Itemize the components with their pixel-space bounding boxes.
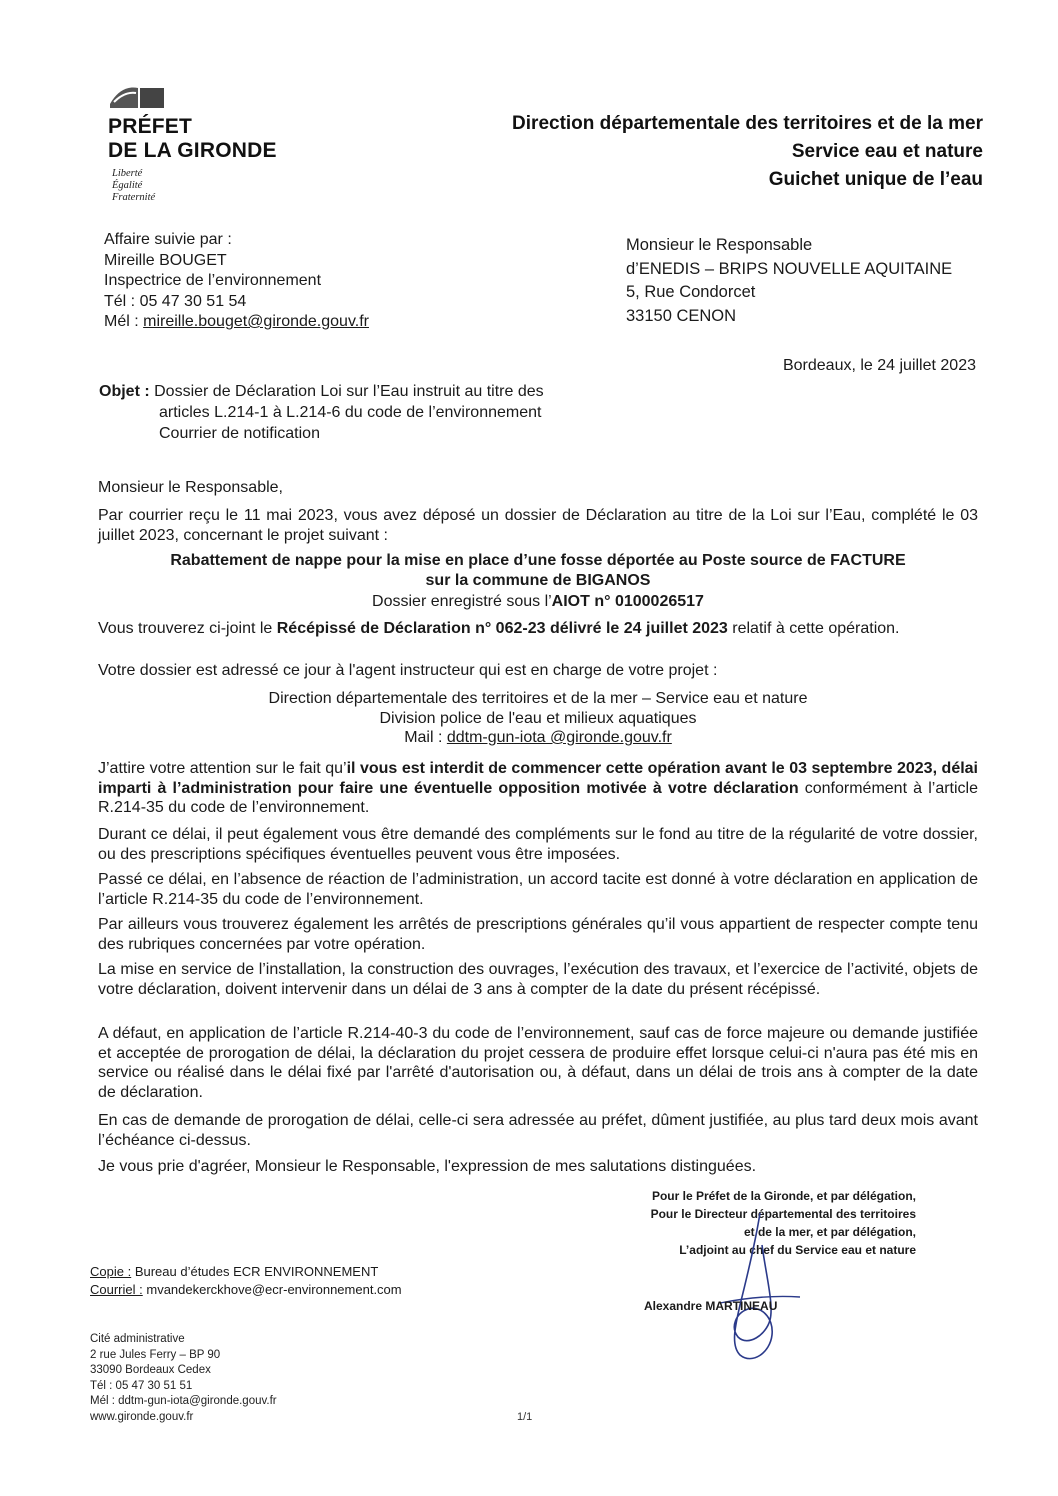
- recipient-line3: 5, Rue Condorcet: [626, 283, 756, 301]
- paragraph-1: Par courrier reçu le 11 mai 2023, vous avez déposé un dossier de Déclaration au titre de la Loi sur l’Eau, complété le 03 juillet 2023, concernant le projet suivant :: [98, 507, 978, 544]
- project-line2: sur la commune de BIGANOS: [425, 571, 651, 589]
- project-line1: Rabattement de nappe pour la mise en place d’une fosse déportée au Poste source de FACTURE: [170, 552, 906, 569]
- affaire-label: Affaire suivie par :: [104, 231, 232, 248]
- motto-liberte: Liberté: [112, 168, 143, 179]
- affaire-tel: Tél : 05 47 30 51 54: [104, 292, 247, 310]
- objet-line2: articles L.214-1 à L.214-6 du code de l’environnement: [159, 404, 542, 421]
- service-mail-label: Mail :: [404, 729, 447, 746]
- salutation: Monsieur le Responsable,: [98, 479, 283, 496]
- p2-prefix: Vous trouverez ci-joint le: [98, 620, 277, 637]
- affaire-mel-line: [104, 312, 369, 333]
- handwritten-signature-icon: [700, 1205, 820, 1365]
- letter-date: Bordeaux, le 24 juillet 2023: [782, 357, 976, 374]
- recipient-line1: Monsieur le Responsable: [626, 236, 813, 254]
- affaire-mel-link[interactable]: mireille.bouget@gironde.gouv.fr: [143, 313, 369, 330]
- copie-value: Bureau d’études ECR ENVIRONNEMENT: [131, 1264, 379, 1279]
- paragraph-10: En cas de demande de prorogation de délai, celle-ci sera adressée au préfet, dûment justifiée, au plus tard deux mois avant l’échéance ci-dessus.: [98, 1112, 978, 1149]
- courriel-label: Courriel :: [90, 1282, 143, 1297]
- dossier-prefix: Dossier enregistré sous l’: [372, 593, 552, 610]
- footer-address: [90, 1332, 277, 1425]
- page-number: 1/1: [517, 1411, 533, 1423]
- recipient-line2: d’ENEDIS – BRIPS NOUVELLE AQUITAINE: [626, 259, 953, 278]
- p4-prefix: J’attire votre attention sur le fait qu’: [98, 760, 347, 777]
- paragraph-5: Durant ce délai, il peut également vous être demandé des compléments sur le fond au titre de la régularité de votre dossier, ou des prescriptions spécifiques éventuelles peuvent vous être imposées.: [98, 826, 978, 863]
- project-title: [98, 551, 978, 590]
- footer-line1: Cité administrative: [90, 1333, 185, 1345]
- service-name: Service eau et nature: [791, 141, 983, 162]
- republic-motto: [112, 168, 155, 204]
- footer-line4: Tél : 05 47 30 51 51: [90, 1379, 193, 1392]
- p4-suffix: conformément à l’article R.214-35 du code de l’environnement.: [98, 779, 978, 816]
- signer-name: Alexandre MARTINEAU: [644, 1299, 778, 1313]
- footer-line3: 33090 Bordeaux Cedex: [90, 1364, 211, 1376]
- paragraph-9: A défaut, en application de l’article R.214-40-3 du code de l’environnement, sauf cas de force majeure ou demande justifiée et acceptée de prorogation de délai, la déclaration du projet cessera de produire effet lorsque celui-ci n'aura pas été mis en service ou réalisé dans le délai fixé par l'arrêté d'autorisation ou, à défaut, dans un délai de trois ans à compter de la date de déclaration.: [98, 1025, 978, 1101]
- objet-text1: Dossier de Déclaration Loi sur l’Eau instruit au titre des: [149, 383, 544, 400]
- recipient-address: [626, 234, 952, 328]
- guichet-name: Guichet unique de l’eau: [768, 169, 983, 190]
- affaire-role: Inspectrice de l’environnement: [104, 272, 322, 289]
- dossier-aiot: AIOT n° 0100026517: [551, 593, 704, 610]
- service-mail-link[interactable]: ddtm-gun-iota @gironde.gouv.fr: [446, 729, 672, 746]
- objet-line1: [99, 381, 544, 402]
- paragraph-8: La mise en service de l’installation, la construction des ouvrages, l’exécution des travaux, et l’exercice de l’activité, objets de votre déclaration, doivent intervenir dans un délai de 3 ans à compter de la date du présent récépissé.: [98, 961, 978, 998]
- motto-fraternite: Fraternité: [112, 192, 156, 203]
- footer-line6: www.gironde.gouv.fr: [90, 1410, 194, 1423]
- paragraph-7: Par ailleurs vous trouverez également les arrêtés de prescriptions générales qu’il vous appartient de respecter compte tenu des rubriques concernées par votre opération.: [98, 916, 978, 953]
- p4-bold: il vous est interdit de commencer cette opération avant le 03 septembre 2023, délai imparti à l’administration pour faire une éventuelle opposition motivée à votre déclaration: [98, 760, 979, 797]
- footer-line2: 2 rue Jules Ferry – BP 90: [90, 1348, 221, 1361]
- affaire-mel-label: Mél :: [104, 313, 144, 330]
- signature-line2: Pour le Directeur départemental des territoires: [650, 1207, 916, 1221]
- p2-recepisse: Récépissé de Déclaration n° 062-23 délivré le 24 juillet 2023: [276, 620, 728, 637]
- affaire-block: [104, 230, 369, 333]
- service-line1: Direction départementale des territoires et de la mer – Service eau et nature: [268, 690, 808, 707]
- service-line2: Division police de l'eau et milieux aquatiques: [379, 709, 697, 727]
- footer-line5: Mél : ddtm-gun-iota@gironde.gouv.fr: [90, 1395, 277, 1407]
- objet-label: Objet :: [99, 383, 150, 400]
- prefet-title-line1: PRÉFET: [108, 115, 193, 138]
- direction-header: [512, 110, 983, 194]
- signature-line3: et de la mer, et par délégation,: [743, 1225, 916, 1239]
- copie-label: Copie :: [90, 1264, 132, 1279]
- signature-line1: Pour le Préfet de la Gironde, et par délégation,: [651, 1189, 916, 1203]
- signature-line4: L’adjoint au chef du Service eau et nature: [679, 1243, 916, 1257]
- objet-line3: Courrier de notification: [159, 425, 320, 442]
- courriel-value[interactable]: mvandekerckhove@ecr-environnement.com: [142, 1282, 402, 1297]
- recipient-line4: 33150 CENON: [626, 306, 737, 325]
- paragraph-4: [98, 759, 978, 818]
- service-mail-line: [98, 728, 978, 748]
- p2-suffix: relatif à cette opération.: [727, 620, 900, 637]
- direction-name: Direction départementale des territoires et de la mer: [512, 113, 983, 134]
- marianne-logo-icon: [108, 84, 166, 110]
- service-address: [98, 689, 978, 748]
- paragraph-6: Passé ce délai, en l’absence de réaction de l’administration, un accord tacite est donné à votre déclaration en application de l’article R.214-35 du code de l’environnement.: [98, 871, 978, 908]
- copie-block: [90, 1263, 402, 1299]
- objet-block: [99, 381, 544, 444]
- paragraph-11: Je vous prie d'agréer, Monsieur le Responsable, l'expression de mes salutations distinguées.: [98, 1158, 757, 1175]
- paragraph-3: Votre dossier est adressé ce jour à l'agent instructeur qui est en charge de votre projet :: [98, 662, 718, 679]
- motto-egalite: Égalité: [112, 180, 143, 191]
- dossier-line: [98, 592, 978, 612]
- prefet-title-line2: DE LA GIRONDE: [108, 139, 277, 162]
- affaire-name: Mireille BOUGET: [104, 251, 227, 269]
- paragraph-2: [98, 619, 978, 639]
- copie-line: [90, 1263, 402, 1281]
- courriel-line: [90, 1281, 402, 1299]
- prefet-title: [108, 115, 277, 163]
